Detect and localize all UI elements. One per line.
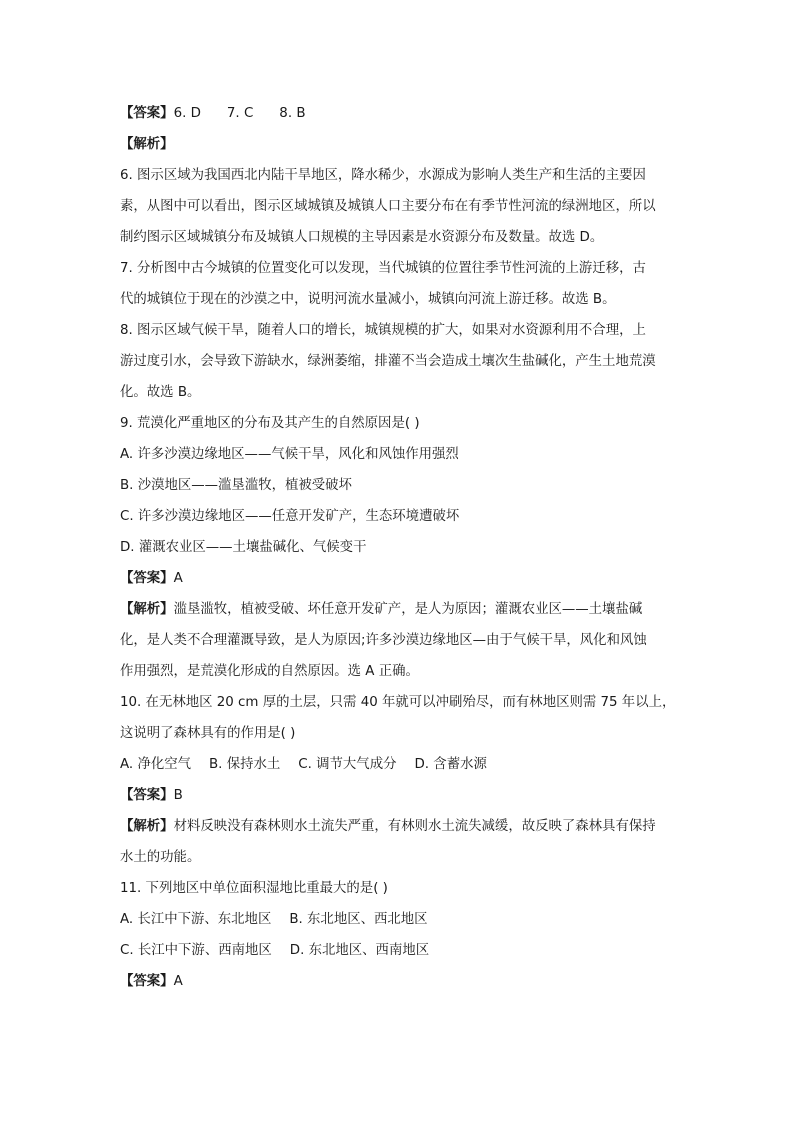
explain-6-line: 制约图示区域城镇分布及城镇人口规模的主导因素是水资源分布及数量。故选 D。 [120,230,604,245]
explain-8-line: 化。故选 B。 [120,385,201,400]
analysis-heading-6-8 [120,129,680,160]
question-10-options [120,749,680,780]
question-11-options-ab [120,904,680,935]
question-10-option-c: C. 调节大气成分 [298,757,397,772]
question-11-option-a: A. 长江中下游、东北地区 [120,912,272,927]
answer-tag: 【答案】 [120,974,174,989]
answer-value: B [173,788,183,803]
answer-6: 6. D [173,106,201,121]
answer-8: 8. B [279,106,306,121]
explain-6-line: 6. 图示区域为我国西北内陆干旱地区，降水稀少，水源成为影响人类生产和生活的主要因 [120,168,646,183]
document-page [120,98,680,997]
question-10-stem: 这说明了森林具有的作用是( ) [120,726,296,741]
question-10-stem: 10. 在无林地区 20 cm 厚的土层，只需 40 年就可以冲刷殆尽，而有林地区则需 75 年以上， [120,695,676,710]
explain-8-line: 游过度引水，会导致下游缺水，绿洲萎缩，排灌不当会造成土壤次生盐碱化，产生土地荒漠 [120,354,656,369]
question-11-option-c: C. 长江中下游、西南地区 [120,943,272,958]
answer-tag: 【答案】 [120,106,174,121]
explain-6-line: 素，从图中可以看出，图示区域城镇及城镇人口主要分布在有季节性河流的绿洲地区，所以 [120,199,656,214]
question-11-option-b: B. 东北地区、西北地区 [289,912,428,927]
question-9-option-c: C. 许多沙漠边缘地区——任意开发矿产，生态环境遭破坏 [120,509,460,524]
answer-tag: 【答案】 [120,788,174,803]
question-9-stem: 9. 荒漠化严重地区的分布及其产生的自然原因是( ) [120,416,420,431]
answer-value: A [173,974,183,989]
analysis-tag: 【解析】 [120,602,174,617]
question-9-analysis-line: 化，是人类不合理灌溉导致，是人为原因;许多沙漠边缘地区—由于气候干旱，风化和风蚀 [120,633,647,648]
question-10-option-a: A. 净化空气 [120,757,191,772]
answer-value: A [173,571,183,586]
question-9-analysis-line: 作用强烈，是荒漠化形成的自然原因。选 A 正确。 [120,664,419,679]
explain-7-line: 7. 分析图中古今城镇的位置变化可以发现，当代城镇的位置往季节性河流的上游迁移，古 [120,261,646,276]
analysis-text: 滥垦滥牧，植被受破、坏任意开发矿产，是人为原因；灌溉农业区——土壤盐碱 [173,602,643,617]
answer-tag: 【答案】 [120,571,174,586]
question-10-answer [120,780,680,811]
analysis-text: 材料反映没有森林则水土流失严重，有林则水土流失减缓，故反映了森林具有保持 [173,819,656,834]
analysis-tag: 【解析】 [120,819,174,834]
answer-7: 7. C [226,106,254,121]
analysis-tag: 【解析】 [120,137,174,152]
question-10-analysis [120,811,680,842]
explain-7-line: 代的城镇位于现在的沙漠之中，说明河流水量减小，城镇向河流上游迁移。故选 B。 [120,292,616,307]
question-9-answer [120,563,680,594]
question-9-option-b: B. 沙漠地区——滥垦滥牧，植被受破坏 [120,478,352,493]
question-10-option-d: D. 含蓄水源 [414,757,487,772]
question-11-answer [120,966,680,997]
question-9-option-a: A. 许多沙漠边缘地区——气候干旱，风化和风蚀作用强烈 [120,447,459,462]
question-10-analysis-line: 水土的功能。 [120,850,201,865]
question-11-stem: 11. 下列地区中单位面积湿地比重最大的是( ) [120,881,388,896]
answer-line-6-8 [120,98,680,129]
question-11-option-d: D. 东北地区、西南地区 [289,943,430,958]
question-10-option-b: B. 保持水土 [209,757,281,772]
question-9-analysis [120,594,680,625]
question-9-option-d: D. 灌溉农业区——土壤盐碱化、气候变干 [120,540,367,555]
question-11-options-cd [120,935,680,966]
explain-8-line: 8. 图示区域气候干旱，随着人口的增长，城镇规模的扩大，如果对水资源利用不合理，上 [120,323,646,338]
